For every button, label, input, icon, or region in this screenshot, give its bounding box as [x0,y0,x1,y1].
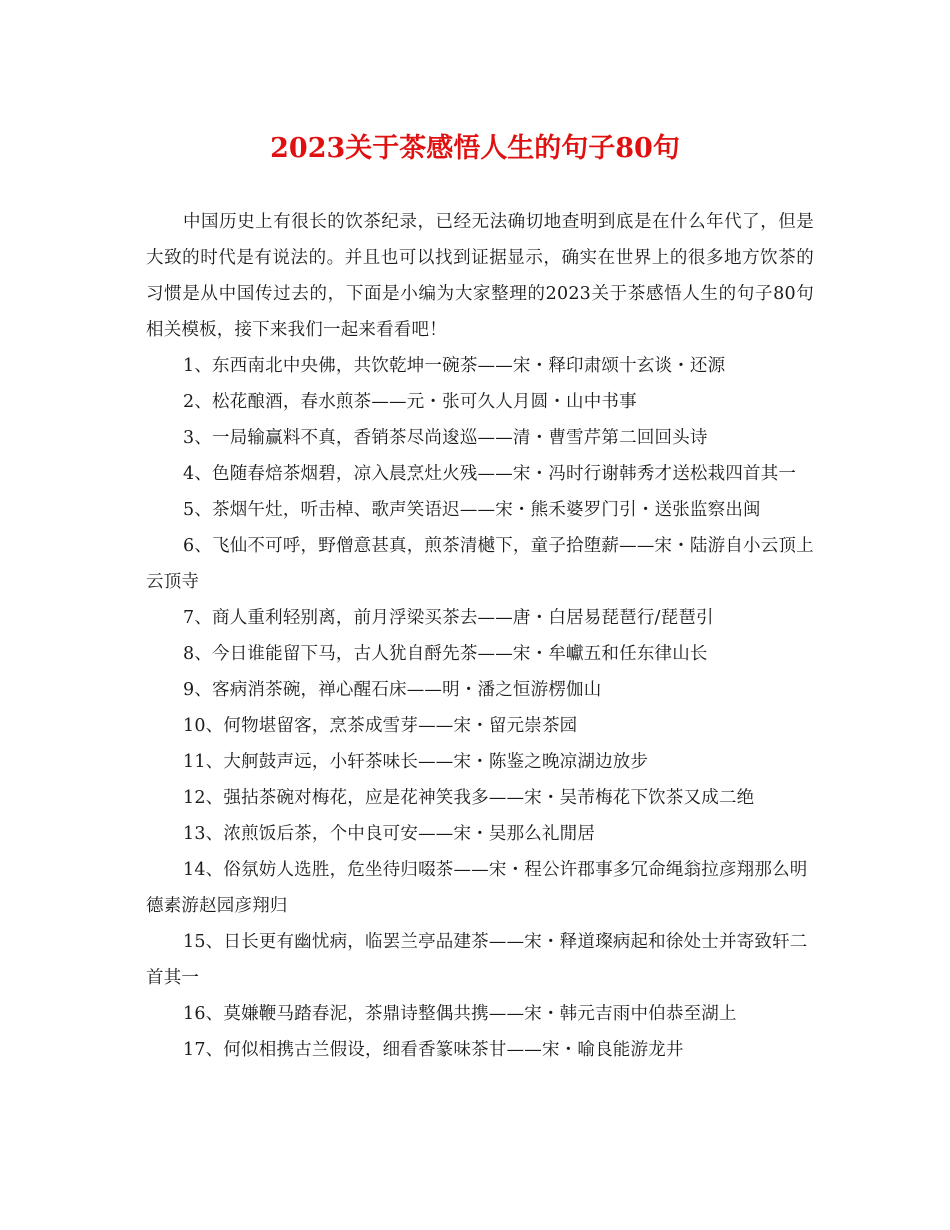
list-item: 6、飞仙不可呼，野僧意甚真，煎茶清樾下，童子拾堕薪——宋・陆游自小云顶上云顶寺 [146,536,814,592]
list-item: 4、色随春焙茶烟碧，凉入晨烹灶火残——宋・冯时行谢韩秀才送松栽四首其一 [183,464,797,484]
list-item: 5、茶烟午灶，听击棹、歌声笑语迟——宋・熊禾婆罗门引・送张监察出闽 [183,500,761,520]
document-title: 2023关于茶感悟人生的句子80句 [270,133,680,164]
list-item: 14、俗氛妨人选胜，危坐待归啜茶——宋・程公许郡事多冗命绳翁拉彦翔那么明德素游赵园彦翔归 [146,860,808,916]
list-item: 8、今日谁能留下马，古人犹自酹先茶——宋・牟巘五和任东律山长 [183,644,708,664]
list-item: 2、松花酿酒，春水煎茶——元・张可久人月圆・山中书事 [183,392,637,412]
document-body [146,204,814,1068]
list-item: 3、一局输赢料不真，香销茶尽尚逡巡——清・曹雪芹第二回回头诗 [183,428,708,448]
list-item: 1、东西南北中央佛，共饮乾坤一碗茶——宋・释印肃颂十玄谈・还源 [183,356,726,376]
list-item: 12、强拈茶碗对梅花，应是花神笑我多——宋・吴芾梅花下饮茶又成二绝 [183,788,755,808]
list-item: 11、大舸鼓声远，小轩茶味长——宋・陈鉴之晚凉湖边放步 [183,752,649,772]
list-item: 16、莫嫌鞭马踏春泥，茶鼎诗整偶共携——宋・韩元吉雨中伯恭至湖上 [183,1004,737,1024]
intro-paragraph: 中国历史上有很长的饮茶纪录，已经无法确切地查明到底是在什么年代了，但是大致的时代是有说法的。并且也可以找到证据显示，确实在世界上的很多地方饮茶的习惯是从中国传过去的，下面是小编为大家整理的2023关于茶感悟人生的句子80句相关模板，接下来我们一起来看看吧！ [146,212,814,340]
list-item: 10、何物堪留客，烹茶成雪芽——宋・留元崇茶园 [183,716,578,736]
list-item: 7、商人重利轻别离，前月浮梁买茶去——唐・白居易琵琶行/琵琶引 [183,608,714,628]
list-item: 9、客病消茶碗，禅心醒石床——明・潘之恒游楞伽山 [183,680,602,700]
list-item: 15、日长更有幽忧病，临罢兰亭品建茶——宋・释道璨病起和徐处士并寄致轩二首其一 [146,932,808,988]
list-item: 17、何似相携古兰假设，细看香篆味茶甘——宋・喻良能游龙井 [183,1040,684,1060]
list-item: 13、浓煎饭后茶，个中良可安——宋・吴那么礼閒居 [183,824,596,844]
